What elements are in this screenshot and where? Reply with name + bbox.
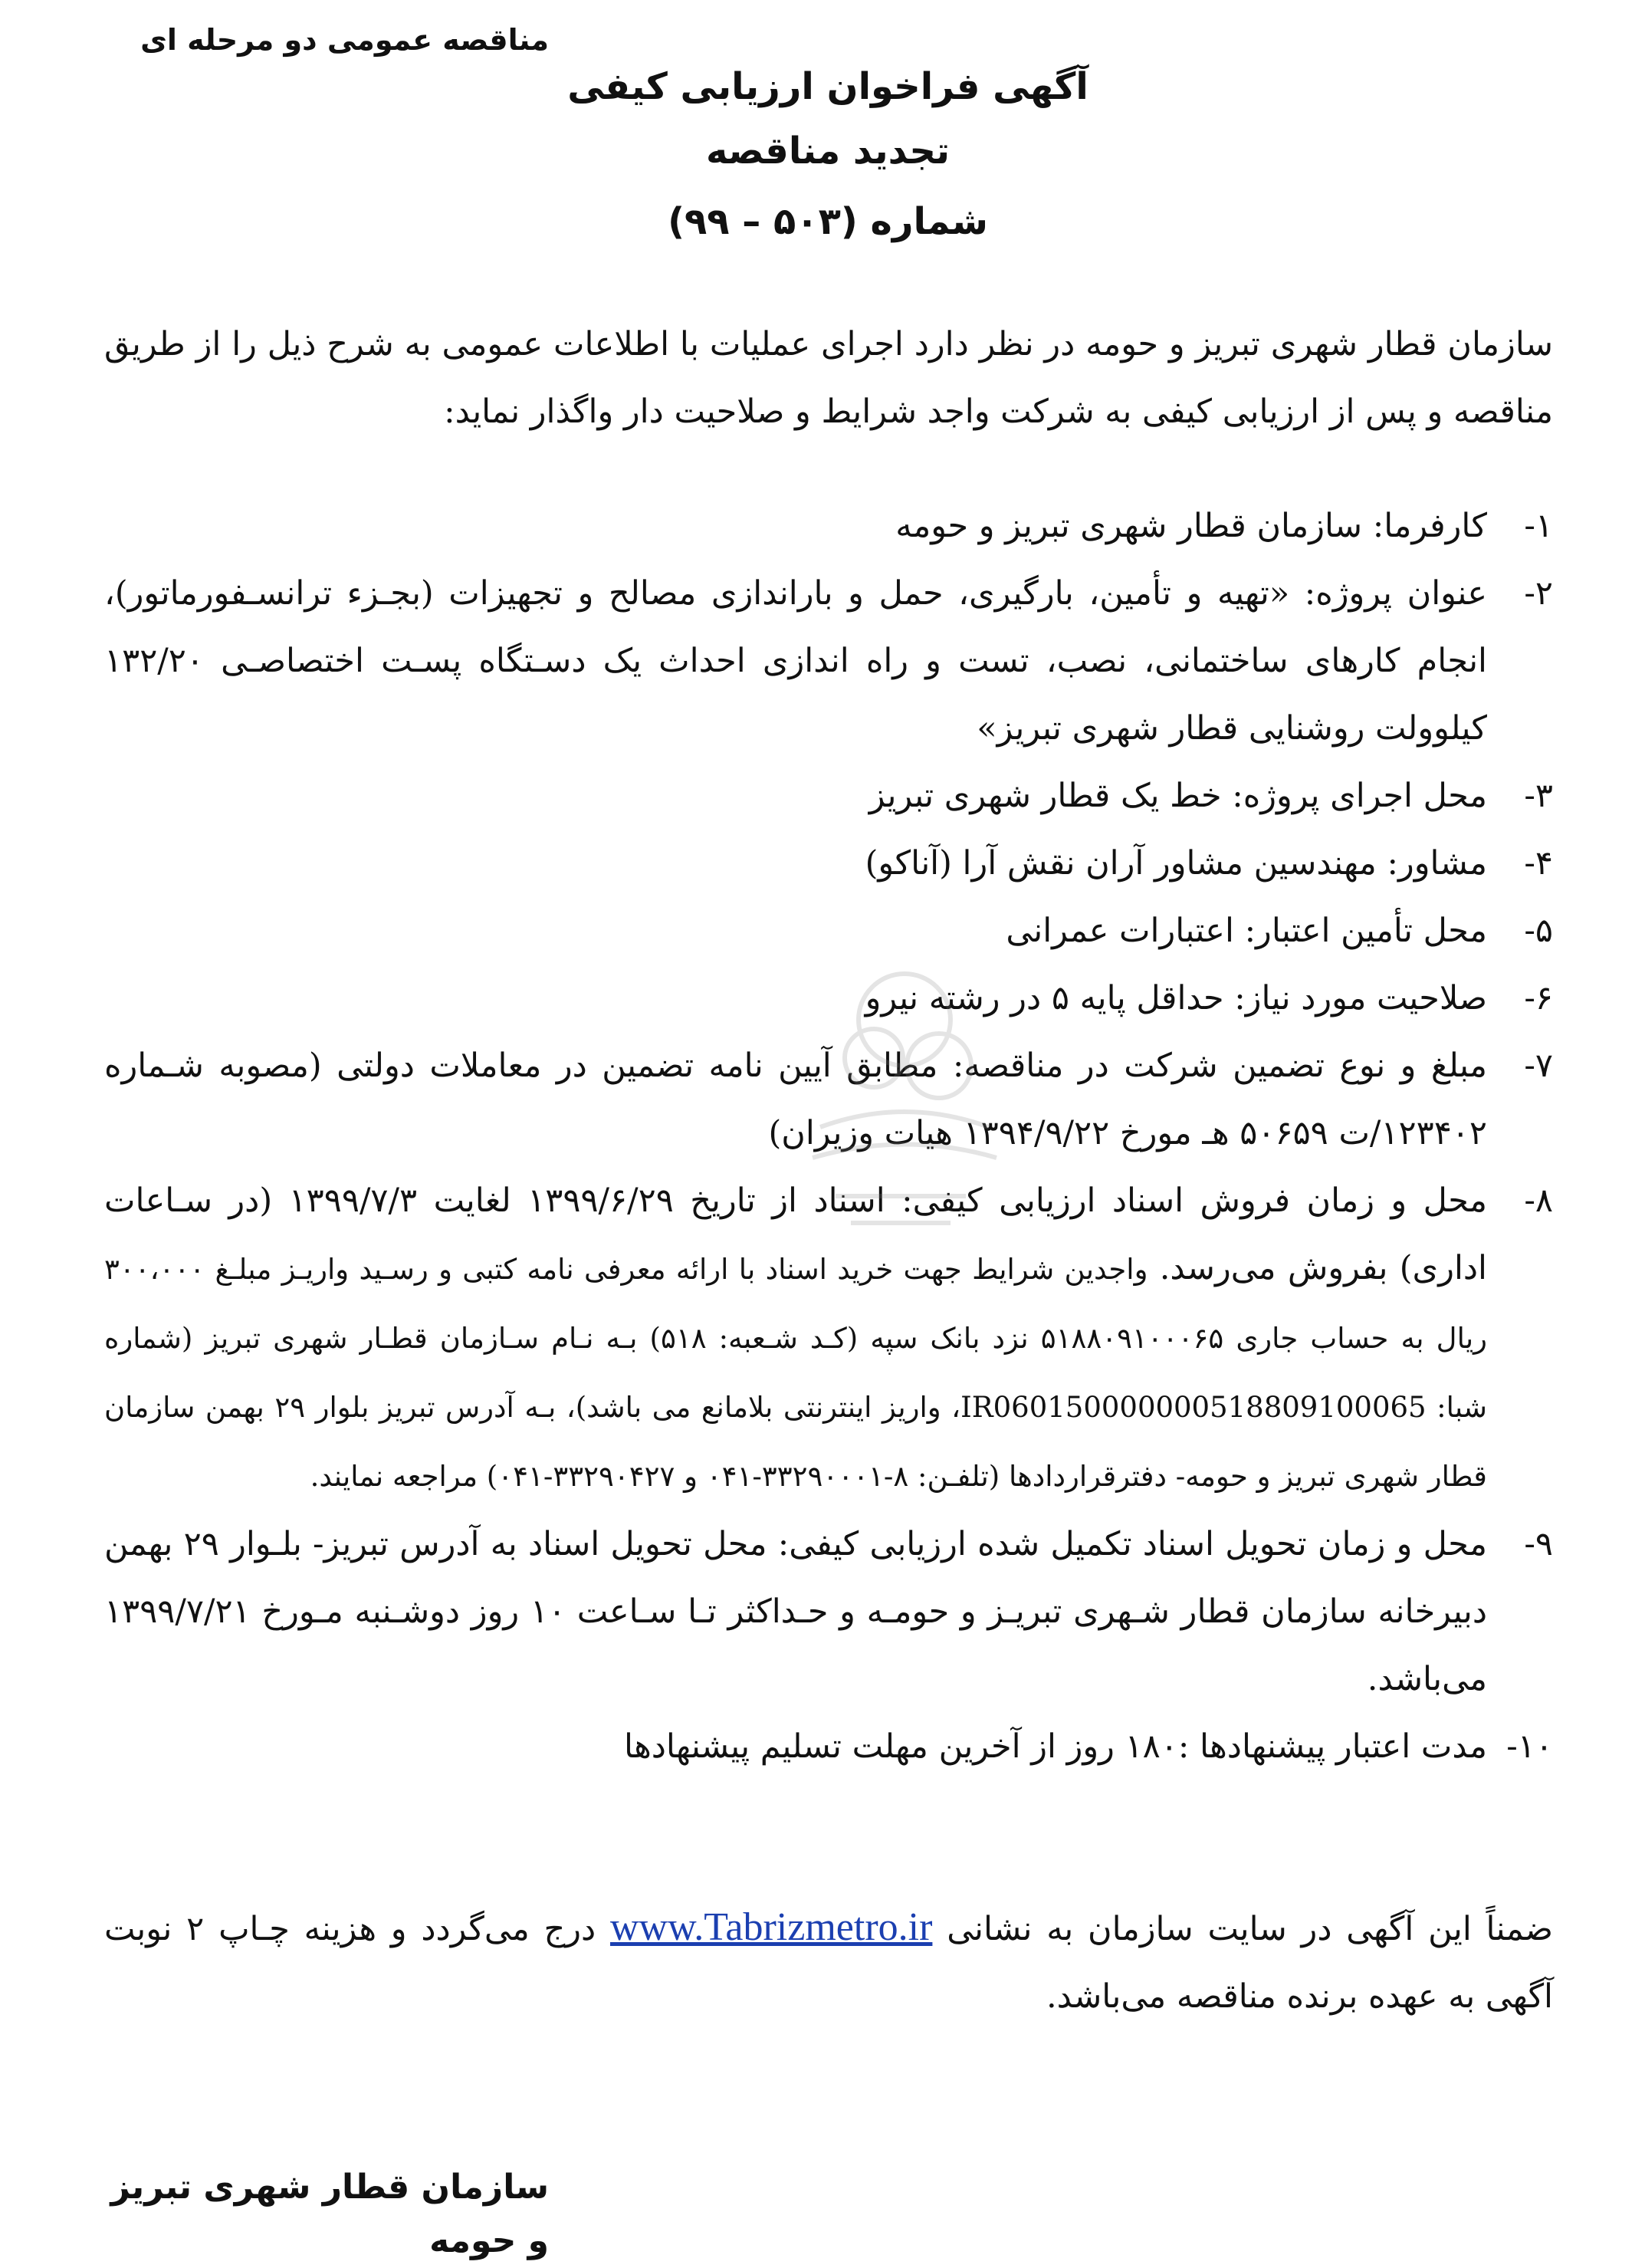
item-number: ۹- (1524, 1525, 1553, 1563)
item-number: ۳- (1524, 777, 1553, 815)
list-item (104, 492, 1553, 560)
item-text: محل و زمان فروش اسناد ارزیابی کیفی: اسناد از تاریخ ۱۳۹۹/۶/۲۹ لغایت ۱۳۹۹/۷/۳ (در سـاعات اداری) بفروش می‌رسد. (104, 1182, 1488, 1287)
list-item-validity (104, 1713, 1553, 1780)
closing-text-before: ضمناً این آگهی در سایت سازمان به نشانی (947, 1910, 1554, 1948)
item-number: ۵- (1524, 912, 1553, 950)
tender-type-label: مناقصه عمومی دو مرحله ای (140, 23, 549, 57)
item-number: ۱۰- (1506, 1727, 1553, 1766)
list-item (104, 762, 1553, 830)
website-link[interactable]: www.Tabrizmetro.ir (610, 1905, 933, 1949)
list-item (104, 560, 1553, 762)
closing-text-after: درج می‌گردد و هزینه چـاپ ۲ نوبت آگهی به عهده برنده مناقصه می‌باشد. (104, 1910, 1553, 2016)
item-text: محل تأمین اعتبار: اعتبارات عمرانی (1006, 912, 1487, 950)
signature-organization: سازمان قطار شهری تبریز و حومه (110, 2168, 549, 2260)
item-number: ۶- (1524, 979, 1553, 1017)
item-text: عنوان پروژه: «تهیه و تأمین، بارگیری، حمل و باراندازی مصالح و تجهیزات (بجـزء ترانسـفورماتور)، انجام کارهای ساختمانی، نصب، تست و راه اندازی احداث یک دسـتگاه پسـت اختصاصـی ۱۳۲/۲۰ کیلوولت روشنایی قطار شهری تبریز» (104, 574, 1487, 748)
item-text: مدت اعتبار پیشنهادها :۱۸۰ روز از آخرین مهلت تسلیم پیشنهادها (624, 1727, 1487, 1766)
item-number: ۲- (1524, 574, 1553, 613)
watermark-logo-icon (790, 951, 1012, 1242)
item-text: کارفرما: سازمان قطار شهری تبریز و حومه (895, 507, 1487, 545)
item-number: ۱- (1524, 507, 1553, 545)
notice-subtitle: تجدید مناقصه (706, 130, 950, 173)
item-text: مشاور: مهندسین مشاور آران نقش آرا (آناکو) (865, 844, 1487, 883)
intro-paragraph: سازمان قطار شهری تبریز و حومه در نظر دارد اجرای عملیات با اطلاعات عمومی به شرح ذیل را از طریق مناقصه و پس از ارزیابی کیفی به شرکت واجد شرایط و صلاحیت دار واگذار نماید: (104, 325, 1553, 431)
notice-number: شماره (۵۰۳ – ۹۹) (668, 200, 988, 243)
item-number: ۴- (1524, 844, 1553, 883)
item-number: ۸- (1524, 1182, 1553, 1220)
item-text: مبلغ و نوع تضمین شرکت در مناقصه: مطابق آیین نامه تضمین در معاملات دولتی (مصوبه شـماره ۱۲۳۴۰۲/ت ۵۰۶۵۹ هـ مورخ ۱۳۹۴/۹/۲۲ هیات وزیران) (104, 1047, 1487, 1152)
item-text: محل و زمان تحویل اسناد تکمیل شده ارزیابی کیفی: محل تحویل اسناد به آدرس تبریز- بلـوار ۲۹ بهمن دبیرخانه سازمان قطار شـهری تبریـز و حومـه و حـداکثر تـا سـاعت ۱۰ روز دوشـنبه مـورخ ۱۳۹۹/۷/۲۱ می‌باشد. (104, 1525, 1487, 1698)
item-text: محل اجرای پروژه: خط یک قطار شهری تبریز (868, 777, 1487, 815)
list-item-delivery (104, 1510, 1553, 1713)
closing-paragraph (104, 1894, 1553, 2030)
item-text: صلاحیت مورد نیاز: حداقل پایه ۵ در رشته نیرو (865, 979, 1487, 1017)
item-detail-text: واجدین شرایط جهت خرید اسناد با ارائه معرفی نامه کتبی و رسـید واریـز مبلـغ ۳۰۰،۰۰۰ ریال به حساب جاری ۵۱۸۸۰۹۱۰۰۰۶۵ نزد بانک سپه (کـد شـعبه: ۵۱۸) بـه نـام سـازمان قطـار شهری تبریز (شماره شبا: IR060150000000518809100065، واریز اینترنتی بلامانع می باشد)، بـه آدرس تبریز بلوار ۲۹ بهمن سازمان قطار شهری تبریز و حومه- دفترقراردادها (تلفـن: ۸-۳۳۲۹۰۰۰۱-۰۴۱ و ۳۳۲۹۰۴۲۷-۰۴۱) مراجعه نمایند. (104, 1253, 1488, 1493)
item-number: ۷- (1524, 1047, 1553, 1085)
list-item (104, 830, 1553, 897)
notice-title: آگهی فراخوان ارزیابی کیفی (567, 65, 1088, 108)
